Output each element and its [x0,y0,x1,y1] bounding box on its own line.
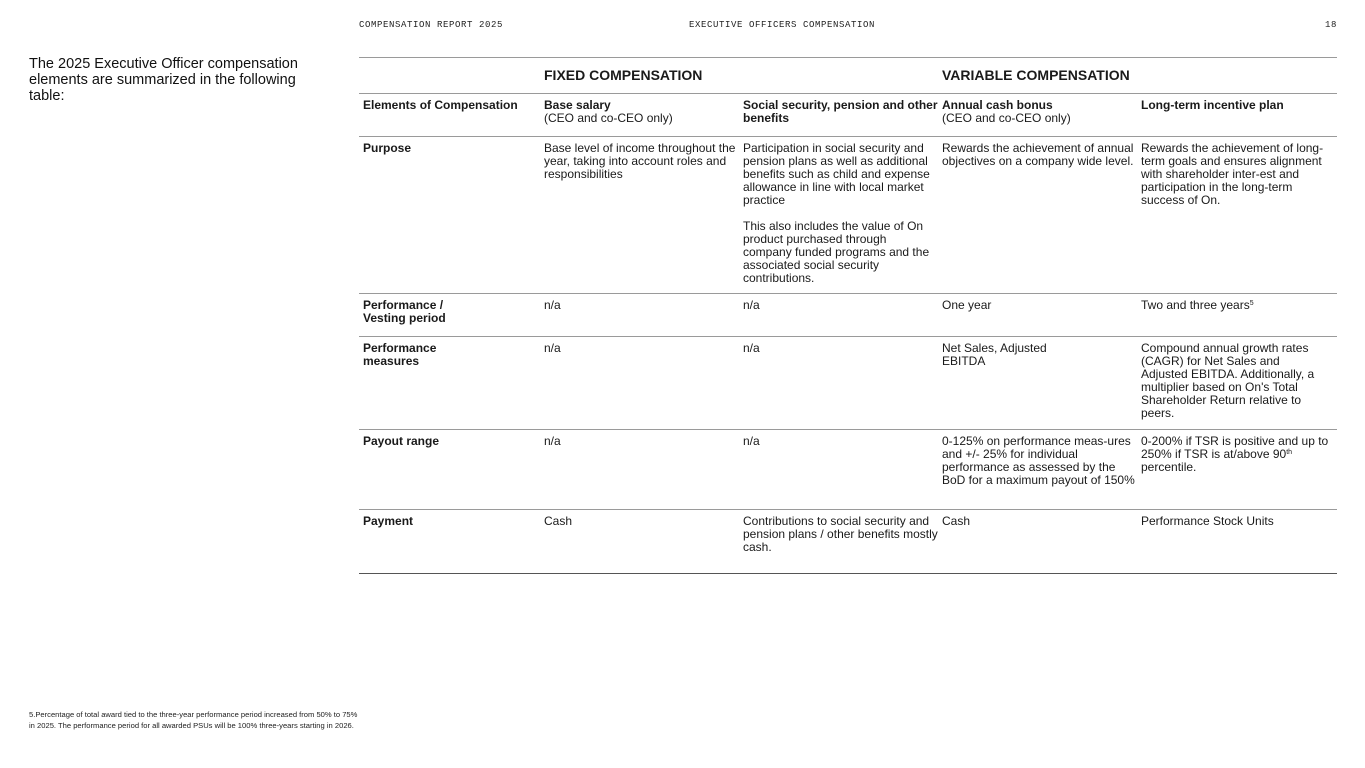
header-section-title: EXECUTIVE OFFICERS COMPENSATION [689,20,876,30]
paragraph: This also includes the value of On product purchased through company funded programs and the associated social security contributions. [743,219,930,285]
cell-ltip: Compound annual growth rates (CAGR) for Net Sales and Adjusted EBITDA. Additionally, a multiplier based on On's Total Shareholder Return relative to peers. [1141,341,1315,420]
table-row-measures [359,336,1337,429]
col-sub: (CEO and co-CEO only) [544,111,673,125]
cell-bonus: Rewards the achievement of annual objectives on a company wide level. [942,141,1134,168]
cell-social: n/a [743,298,760,312]
intro-text: The 2025 Executive Officer compensation elements are summarized in the following table: [29,56,298,104]
cell-base: n/a [544,434,561,448]
footnote: 5.Percentage of total award tied to the three-year performance period increased from 50% to 75% in 2025. The performance period for all awarded PSUs will be 100% three-years starting in 2026. [29,710,358,730]
cell-bonus: Cash [942,514,971,528]
page-number: 18 [1325,20,1338,30]
row-label: Purpose [363,141,412,155]
cell-social: Contributions to social security and pension plans / other benefits mostly cash. [743,514,938,554]
cell-text: 0-200% if TSR is positive and up to 250% if TSR is at/above 90 [1141,434,1329,461]
group-header-row [359,57,1337,93]
cell-base: Base level of income throughout the year, taking into account roles and responsibilities [544,141,736,181]
group-fixed: FIXED COMPENSATION [544,67,703,83]
col-bonus [942,99,1137,125]
table-row-period [359,293,1337,336]
cell-base: Cash [544,514,573,528]
col-ltip: Long-term incentive plan [1141,98,1284,112]
ordinal-suffix: th [1286,449,1293,456]
cell-social: n/a [743,434,760,448]
cell-base: n/a [544,298,561,312]
row-label: Performance / Vesting period [363,298,446,325]
cell-bonus: Net Sales, Adjusted EBITDA [942,341,1047,368]
group-variable: VARIABLE COMPENSATION [942,67,1130,83]
col-social: Social security, pension and other benefits [743,98,938,125]
table-row-payment [359,509,1337,574]
row-label: Payout range [363,434,440,448]
cell-base: n/a [544,341,561,355]
cell-text: Two and three years [1141,298,1250,312]
col-sub: (CEO and co-CEO only) [942,111,1071,125]
col-base [544,99,739,125]
paragraph: Participation in social security and pension plans as well as additional benefits such as child and expense allowance in line with local market practice [743,141,930,207]
col-title: Annual cash bonus [942,98,1053,112]
compensation-table [359,57,1337,574]
cell-social: n/a [743,341,760,355]
cell-bonus: One year [942,298,992,312]
cell-ltip: Rewards the achievement of long-term goals and ensures alignment with shareholder inter-est and participation in the long-term success of On. [1141,141,1324,207]
footnote-ref: 5 [1249,300,1254,307]
table-row-purpose [359,136,1337,293]
row-label: Payment [363,514,414,528]
cell-social [743,142,938,285]
col-label: Elements of Compensation [363,98,518,112]
cell-ltip [1141,435,1333,474]
cell-ltip [1141,299,1333,312]
row-label: Performance measures [363,341,437,368]
cell-text-end: percentile. [1141,460,1197,474]
cell-bonus: 0-125% on performance meas-ures and +/- 25% for individual performance as assessed by the BoD for a maximum payout of 150% [942,434,1135,487]
column-header-row [359,93,1337,136]
col-title: Base salary [544,98,611,112]
cell-ltip: Performance Stock Units [1141,514,1274,528]
header-report-title: COMPENSATION REPORT 2025 [359,20,504,30]
table-row-payout [359,429,1337,509]
